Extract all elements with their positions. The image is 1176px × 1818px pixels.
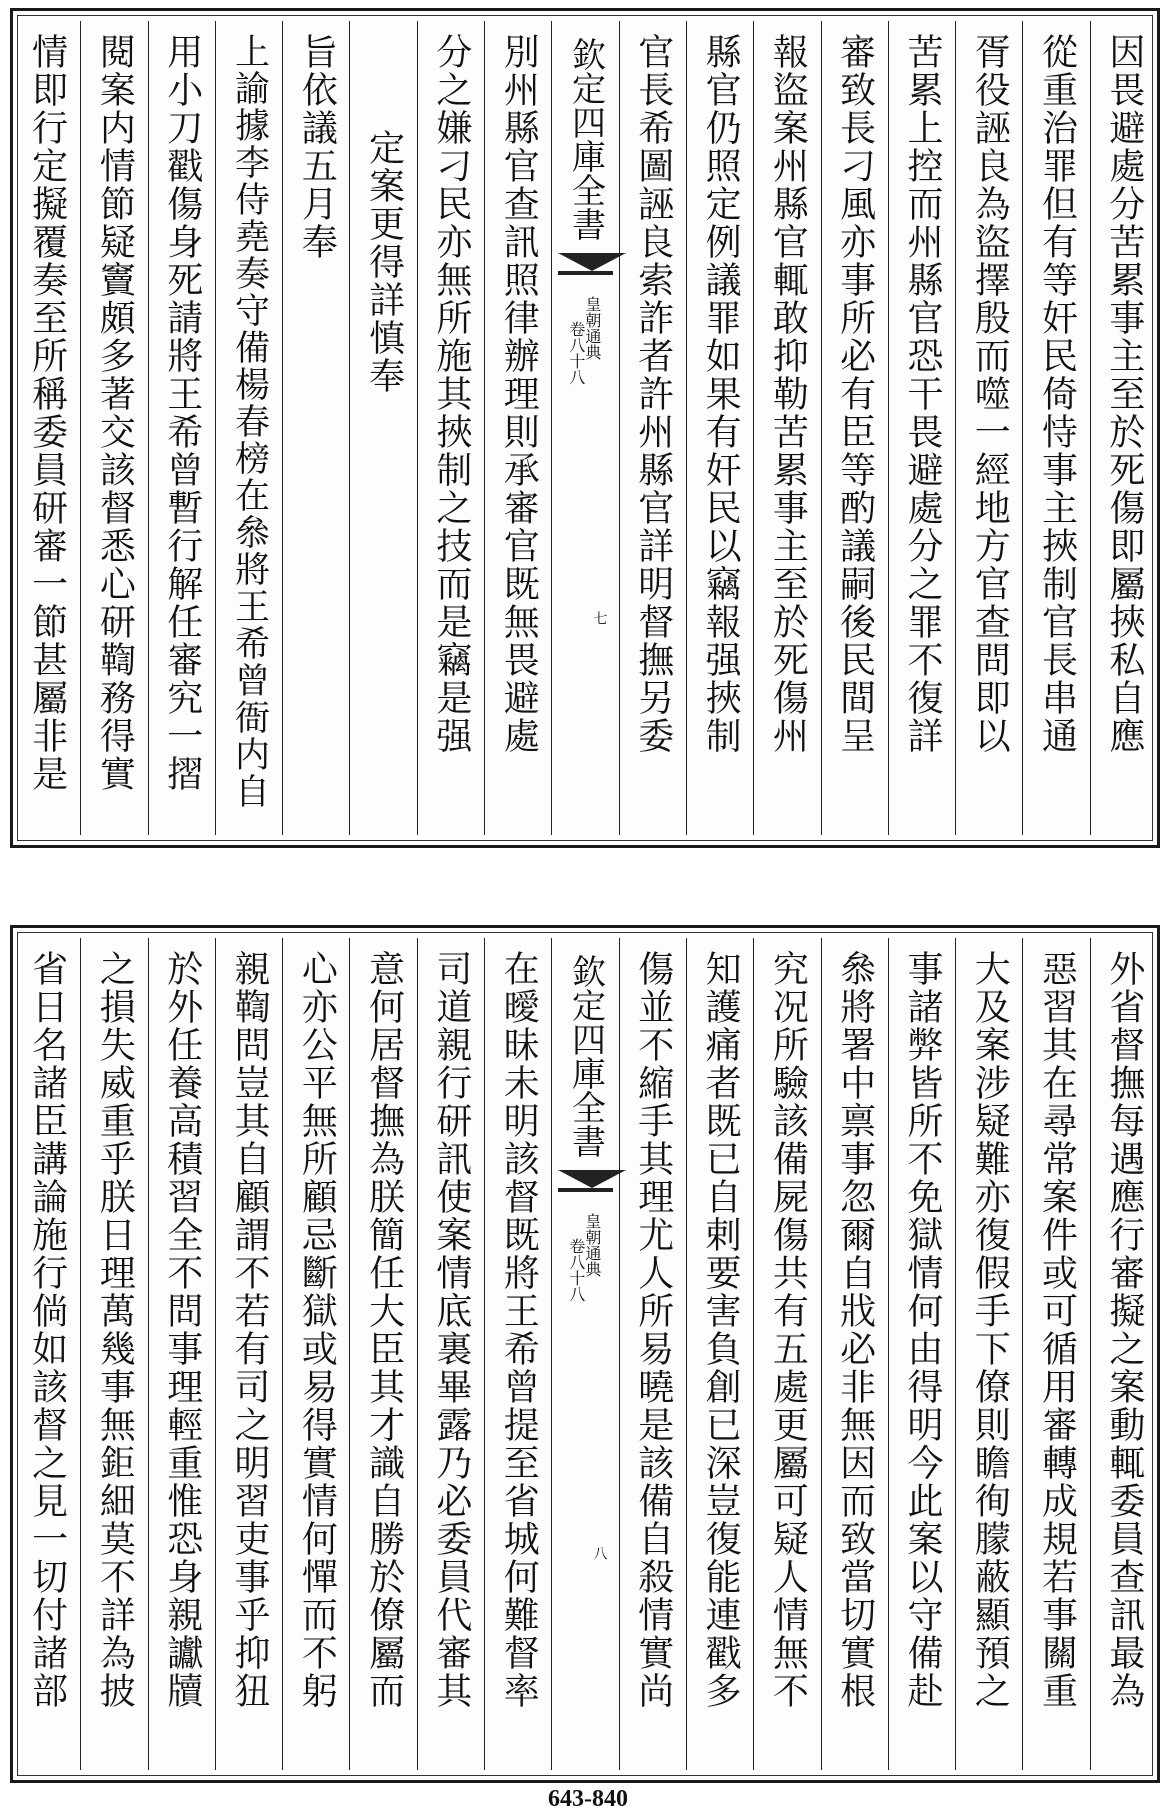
column-text: 定案更得詳慎奉 — [363, 129, 405, 395]
book-title: 皇朝通典 — [582, 296, 602, 360]
fish-tail-mark — [558, 1170, 612, 1196]
column-text: 報盜案州縣官輒敢抑勒苦累事主至於死傷州 — [767, 33, 809, 755]
column-text: 之損失威重乎朕日理萬幾事無鉅細莫不詳為披 — [94, 950, 136, 1710]
volume-number: 卷八十八 — [566, 1238, 586, 1302]
column-text: 大及案涉疑難亦復假手下僚則瞻徇朦蔽顯預之 — [969, 950, 1011, 1710]
column-text: 惡習其在尋常案件或可循用審轉成規若事關重 — [1036, 950, 1078, 1710]
column-text: 在曖昧未明該督既將王希曾提至省城何難督率 — [498, 950, 540, 1710]
column-text: 分之嫌刁民亦無所施其挾制之技而是竊是强 — [430, 33, 472, 755]
column-text: 外省督撫每遇應行審擬之案動輒委員查訊最為 — [1103, 950, 1145, 1710]
text-column — [619, 938, 686, 1770]
text-column — [821, 938, 888, 1770]
text-column — [753, 21, 820, 835]
text-column — [80, 938, 147, 1770]
text-column — [888, 21, 955, 835]
column-text: 意何居督撫為朕簡任大臣其才識自勝於僚屬而 — [363, 950, 405, 1710]
column-text: 用小刀戳傷身死請將王希曾暫行解任審究一摺 — [161, 33, 203, 793]
text-column — [148, 21, 215, 835]
center-fold-column — [551, 21, 618, 835]
text-column — [215, 21, 282, 835]
text-column — [13, 938, 80, 1770]
column-text: 官長希圖誣良索詐者許州縣官詳明督撫另委 — [632, 33, 674, 755]
text-column — [215, 938, 282, 1770]
text-column — [417, 21, 484, 835]
column-text: 審致長刁風亦事所必有臣等酌議嗣後民間呈 — [834, 33, 876, 755]
text-column — [686, 21, 753, 835]
center-fold-column — [551, 938, 618, 1770]
text-column — [1090, 21, 1157, 835]
column-text: 叅將署中禀事忽爾自戕必非無因而致當切實根 — [834, 950, 876, 1710]
bottom-page — [10, 925, 1160, 1783]
text-column — [821, 21, 888, 835]
page-number: 八 — [591, 1546, 608, 1560]
column-text: 於外任養高積習全不問事理輕重惟恐身親讞牘 — [161, 950, 203, 1710]
collection-title: 欽定四庫全書 — [565, 37, 606, 241]
column-text: 情即行定擬覆奏至所稱委員研審一節甚屬非是 — [26, 33, 68, 793]
text-column — [148, 938, 215, 1770]
page-footer-number: 643-840 — [548, 1786, 628, 1812]
column-text: 傷並不縮手其理尤人所易曉是該備自殺情實尚 — [632, 950, 674, 1710]
column-text: 縣官仍照定例議罪如果有奸民以竊報强挾制 — [700, 33, 742, 755]
text-column — [80, 21, 147, 835]
text-column — [955, 938, 1022, 1770]
column-text: 胥役誣良為盜擇殷而噬一經地方官查問即以 — [969, 33, 1011, 755]
text-column — [686, 938, 753, 1770]
column-text: 心亦公平無所顧忌斷獄或易得實情何憚而不躬 — [296, 950, 338, 1710]
column-text: 上諭據李侍堯奏守備楊春榜在叅將王希曾衙内自 — [229, 33, 270, 810]
text-column — [484, 21, 551, 835]
column-text: 閱案内情節疑竇頗多著交該督悉心研鞫務得實 — [94, 33, 136, 793]
text-column — [1022, 938, 1089, 1770]
column-text: 司道親行研訊使案情底裏畢露乃必委員代審其 — [430, 950, 472, 1710]
collection-title: 欽定四庫全書 — [565, 954, 606, 1158]
text-column — [619, 21, 686, 835]
text-column — [484, 938, 551, 1770]
text-column — [753, 938, 820, 1770]
column-text: 省日名諸臣講論施行倘如該督之見一切付諸部 — [26, 950, 68, 1710]
text-column — [349, 938, 416, 1770]
column-text: 別州縣官查訊照律辦理則承審官既無畏避處 — [498, 33, 540, 755]
text-column — [13, 21, 80, 835]
text-column — [417, 938, 484, 1770]
column-text: 事諸弊皆所不免獄情何由得明今此案以守備赴 — [901, 950, 943, 1710]
text-column — [955, 21, 1022, 835]
text-column — [1090, 938, 1157, 1770]
text-column — [282, 938, 349, 1770]
text-column — [888, 938, 955, 1770]
column-text: 從重治罪但有等奸民倚恃事主挾制官長串通 — [1036, 33, 1078, 755]
column-text: 旨依議五月奉 — [296, 33, 338, 261]
book-title: 皇朝通典 — [582, 1213, 602, 1277]
text-column — [1022, 21, 1089, 835]
column-text: 因畏避處分苦累事主至於死傷即屬挾私自應 — [1103, 33, 1145, 755]
page-number: 七 — [591, 611, 608, 625]
column-text: 親鞫問豈其自顧謂不若有司之明習吏事乎抑狃 — [229, 950, 271, 1710]
top-page — [10, 8, 1160, 848]
column-text: 苦累上控而州縣官恐干畏避處分之罪不復詳 — [901, 33, 943, 755]
column-text: 知護痛者既已自剌要害負創已深豈復能連戳多 — [700, 950, 742, 1710]
text-column — [349, 21, 416, 835]
text-column — [282, 21, 349, 835]
volume-number: 卷八十八 — [566, 321, 586, 385]
fish-tail-mark — [558, 253, 612, 279]
column-text: 究况所驗該備屍傷共有五處更屬可疑人情無不 — [767, 950, 809, 1710]
